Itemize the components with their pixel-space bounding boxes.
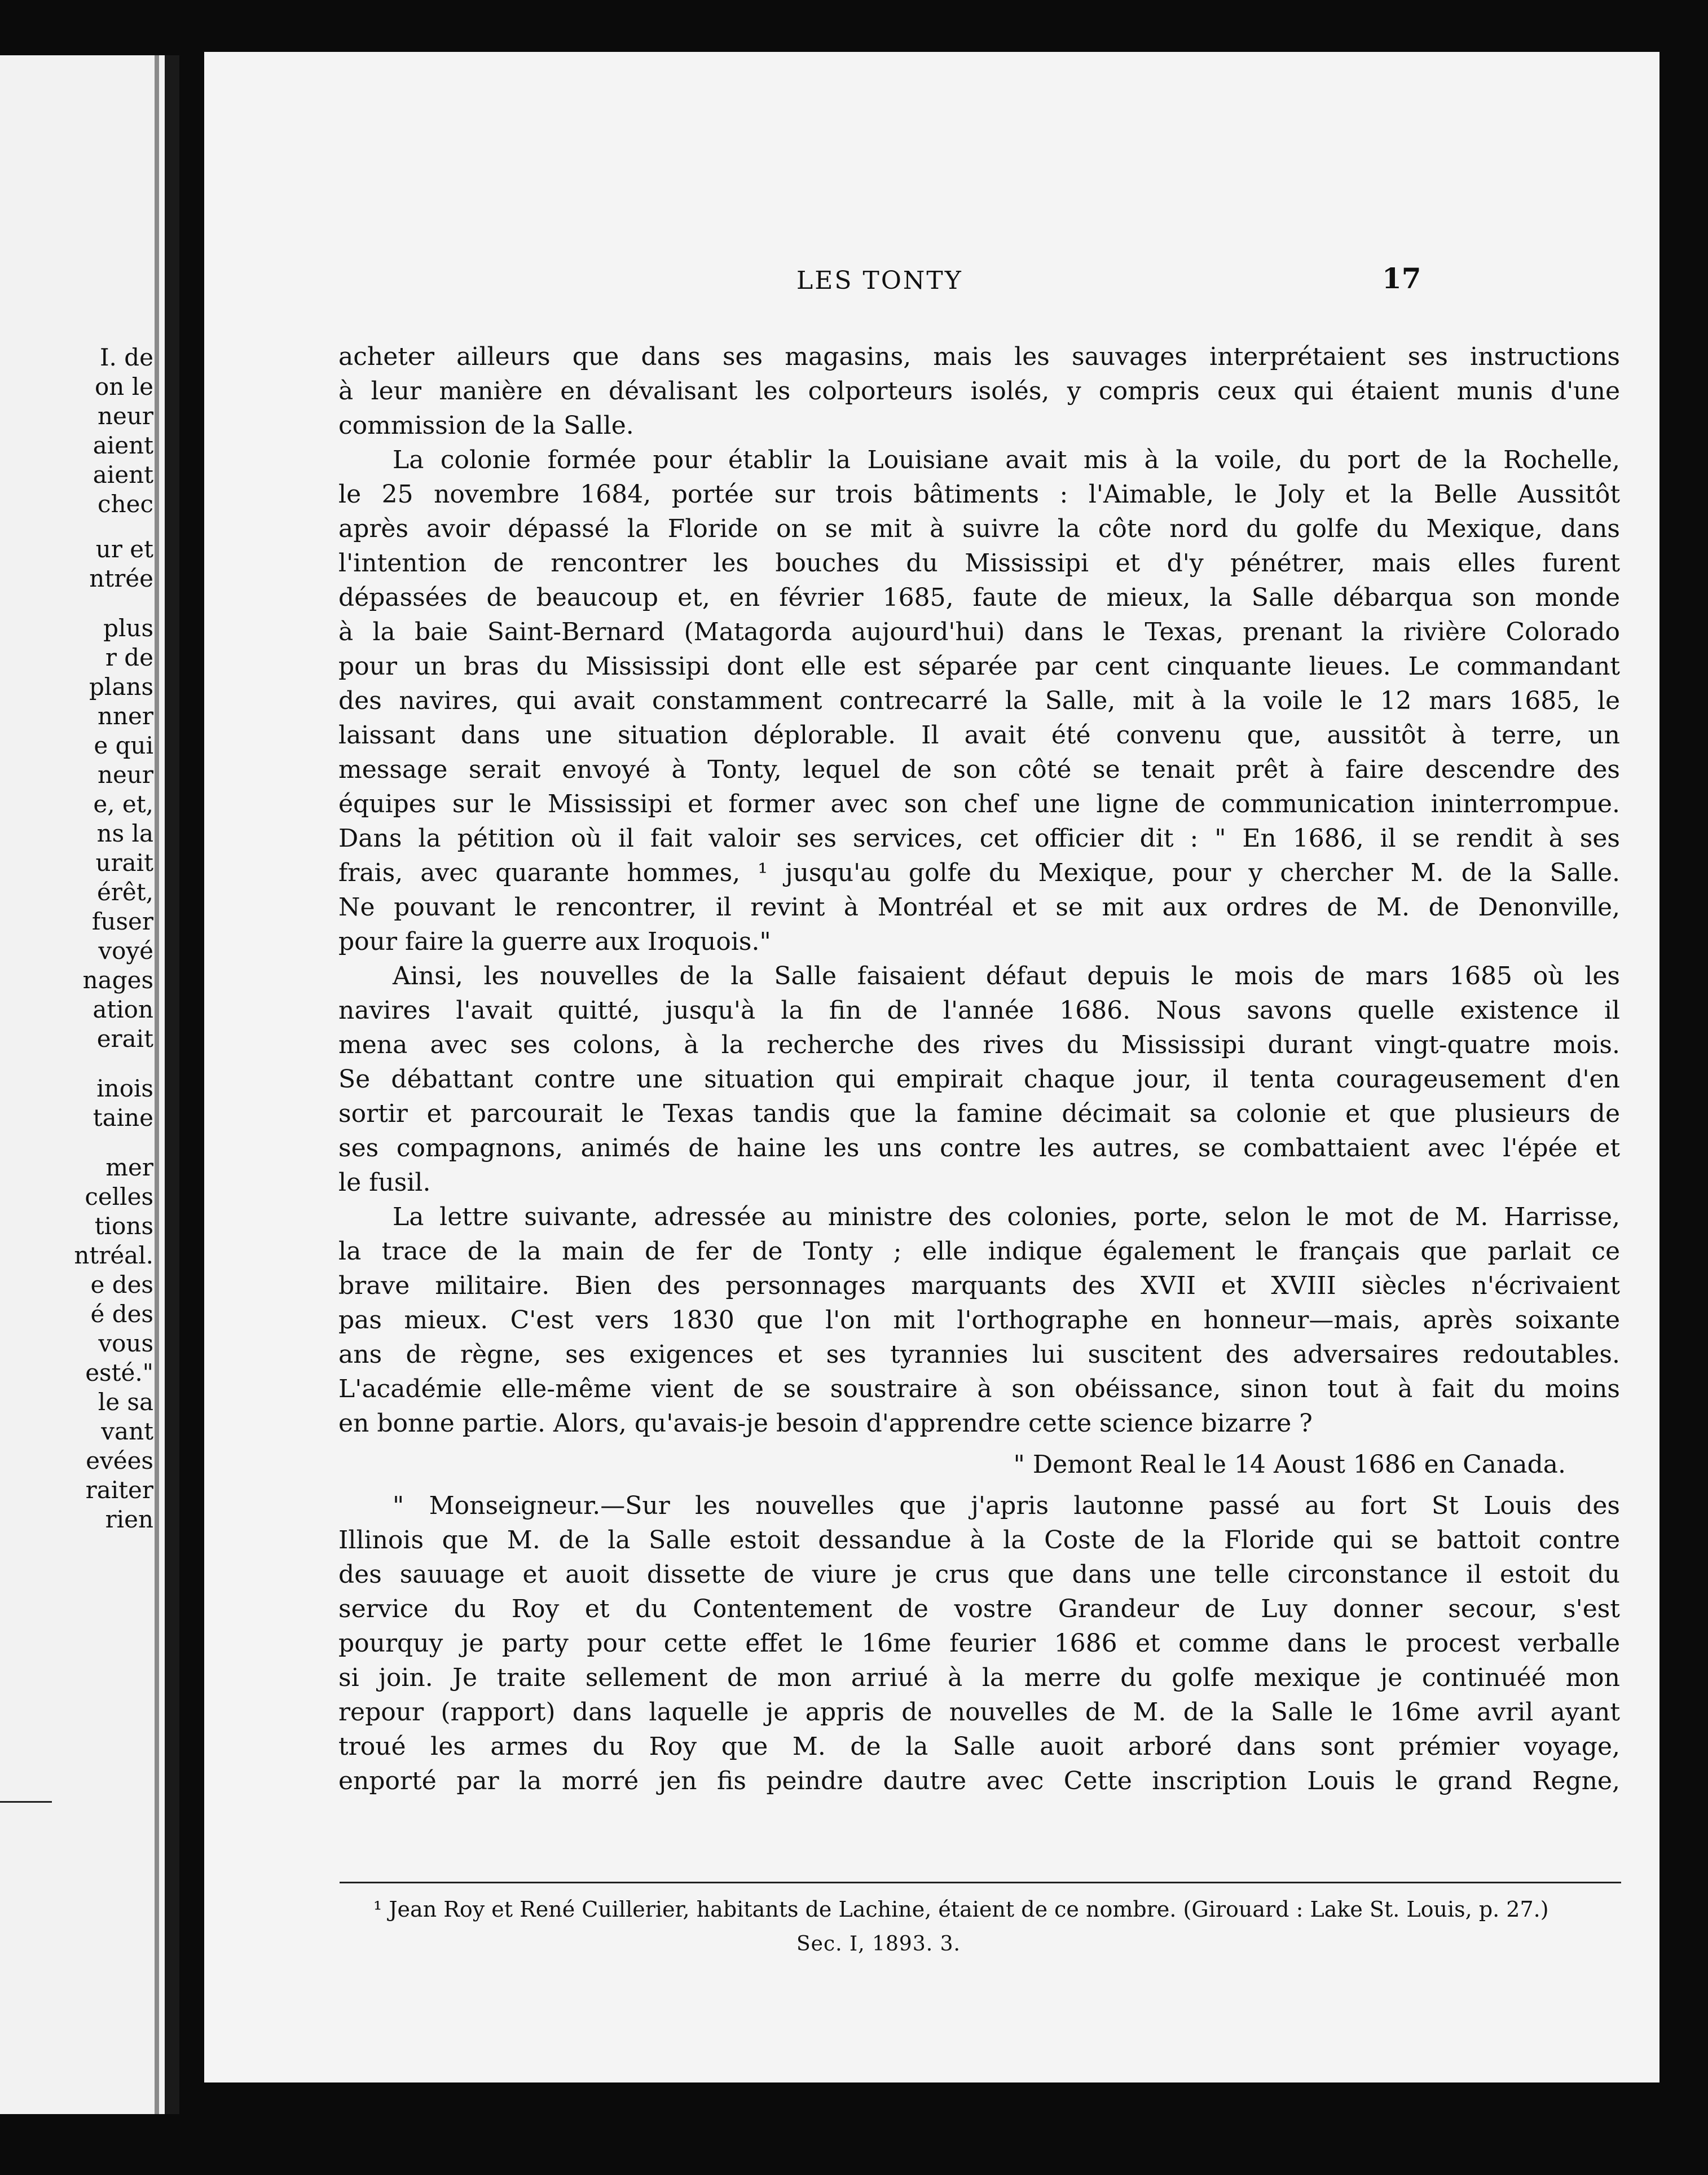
text-line: " Monseigneur.—Sur les nouvelles que j'apris lautonne passé au fort St Louis des	[393, 1491, 1620, 1520]
text-line: troué les armes du Roy que M. de la Salle auoit arboré dans sont prémier voyage,	[338, 1732, 1620, 1761]
facing-text-line: inois	[96, 1075, 153, 1102]
book-page	[204, 52, 1659, 2082]
facing-text-line: érêt,	[96, 878, 153, 906]
running-head: LES TONTY	[796, 266, 963, 295]
facing-text-line: aient	[93, 461, 153, 488]
text-line: l'intention de rencontrer les bouches du Mississipi et d'y pénétrer, mais elles furent	[338, 549, 1620, 578]
text-line: navires l'avait quitté, jusqu'à la fin de l'année 1686. Nous savons quelle existence il	[338, 996, 1620, 1025]
text-line: dépassées de beaucoup et, en février 1685, faute de mieux, la Salle débarqua son monde	[338, 583, 1620, 612]
text-line: pour un bras du Mississipi dont elle est séparée par cent cinquante lieues. Le commandant	[338, 652, 1620, 681]
facing-text-line: vant	[101, 1417, 153, 1445]
facing-text-line: chec	[98, 490, 153, 518]
text-line: la trace de la main de fer de Tonty ; elle indique également le français que parlait ce	[338, 1237, 1620, 1266]
facing-text-line: ns la	[96, 820, 153, 847]
text-line: ses compagnons, animés de haine les uns contre les autres, se combattaient avec l'épée et	[338, 1134, 1620, 1163]
page-number: 17	[1382, 262, 1421, 295]
facing-text-line: le sa	[98, 1388, 153, 1416]
text-line: La lettre suivante, adressée au ministre des colonies, porte, selon le mot de M. Harrisse,	[393, 1203, 1620, 1231]
text-line: frais, avec quarante hommes, ¹ jusqu'au golfe du Mexique, pour y chercher M. de la Salle.	[338, 858, 1620, 887]
facing-text-line: ur et	[95, 535, 153, 563]
footnote: ¹ Jean Roy et René Cuillerier, habitants de Lachine, étaient de ce nombre. (Girouard : Lake St. Louis, p. 27.)	[373, 1897, 1549, 1922]
facing-text-line: neur	[97, 761, 153, 789]
text-line: La colonie formée pour établir la Louisiane avait mis à la voile, du port de la Rochelle,	[393, 446, 1620, 474]
footnote-rule	[340, 1882, 1621, 1883]
facing-text-line: ntréal.	[74, 1241, 153, 1269]
text-line: équipes sur le Mississipi et former avec son chef une ligne de communication ininterrompue.	[338, 790, 1620, 818]
facing-text-line: evées	[86, 1447, 153, 1474]
text-line: message serait envoyé à Tonty, lequel de son côté se tenait prêt à faire descendre des	[338, 755, 1620, 784]
text-line: brave militaire. Bien des personnages marquants des XVII et XVIII siècles n'écrivaient	[338, 1271, 1620, 1300]
text-line: commission de la Salle.	[338, 411, 634, 440]
facing-text-line: e des	[90, 1271, 153, 1298]
text-line: repour (rapport) dans laquelle je appris de nouvelles de M. de la Salle le 16me avril ayant	[338, 1698, 1620, 1727]
facing-text-line: erait	[96, 1025, 153, 1053]
facing-text-line: r de	[105, 644, 153, 671]
text-line: après avoir dépassé la Floride on se mit à suivre la côte nord du golfe du Mexique, dans	[338, 514, 1620, 543]
text-line: ans de règne, ses exigences et ses tyrannies lui suscitent des adversaires redoutables.	[338, 1340, 1620, 1369]
text-line: sortir et parcourait le Texas tandis que la famine décimait sa colonie et que plusieurs de	[338, 1099, 1620, 1128]
facing-text-line: mer	[105, 1153, 153, 1181]
text-line: si join. Je traite sellement de mon arriué à la merre du golfe mexique je continuéé mon	[338, 1663, 1620, 1692]
text-line: laissant dans une situation déplorable. Il avait été convenu que, aussitôt à terre, un	[338, 721, 1620, 750]
facing-text-line: on le	[95, 373, 153, 400]
text-line: Se débattant contre une situation qui empirait chaque jour, il tenta courageusement d'en	[338, 1065, 1620, 1094]
facing-text-line: esté."	[85, 1359, 153, 1386]
facing-text-line: e qui	[94, 732, 153, 759]
text-line: à leur manière en dévalisant les colporteurs isolés, y compris ceux qui étaient munis d'une	[338, 377, 1620, 406]
facing-page	[0, 55, 179, 2114]
text-line: Illinois que M. de la Salle estoit dessandue à la Coste de la Floride qui se battoit contre	[338, 1526, 1620, 1555]
text-line: service du Roy et du Contentement de vostre Grandeur de Luy donner secour, s'est	[338, 1595, 1620, 1623]
text-line: pour faire la guerre aux Iroquois."	[338, 927, 771, 956]
facing-text-line: taine	[93, 1104, 153, 1131]
text-line: en bonne partie. Alors, qu'avais-je besoin d'apprendre cette science bizarre ?	[338, 1409, 1313, 1438]
facing-text-line: I. de	[99, 344, 153, 371]
facing-text-line: raiter	[85, 1476, 153, 1504]
text-line: acheter ailleurs que dans ses magasins, mais les sauvages interprétaient ses instructions	[338, 342, 1620, 371]
facing-footnote-rule	[0, 1801, 52, 1803]
text-line: mena avec ses colons, à la recherche des rives du Mississipi durant vingt-quatre mois.	[338, 1031, 1620, 1059]
facing-text-line: rien	[105, 1505, 153, 1533]
facing-text-line: nner	[97, 702, 153, 730]
text-line: le fusil.	[338, 1168, 431, 1197]
page-fold-shadow	[155, 55, 159, 2114]
book-gutter	[165, 55, 179, 2114]
text-line: à la baie Saint-Bernard (Matagorda aujourd'hui) dans le Texas, prenant la rivière Colorado	[338, 618, 1620, 646]
facing-text-line: neur	[97, 402, 153, 430]
text-line: pas mieux. C'est vers 1830 que l'on mit l'orthographe en honneur—mais, après soixante	[338, 1306, 1620, 1335]
letter-dateline: " Demont Real le 14 Aoust 1686 en Canada.	[1013, 1450, 1566, 1479]
facing-text-line: plus	[103, 614, 153, 642]
facing-text-line: celles	[85, 1183, 153, 1210]
facing-text-line: nages	[82, 966, 153, 994]
facing-text-line: tions	[94, 1212, 153, 1240]
facing-text-line: é des	[90, 1300, 153, 1328]
text-line: Ainsi, les nouvelles de la Salle faisaient défaut depuis le mois de mars 1685 où les	[393, 962, 1620, 990]
text-line: le 25 novembre 1684, portée sur trois bâtiments : l'Aimable, le Joly et la Belle Aussitôt	[338, 480, 1620, 509]
text-line: des sauuage et auoit dissette de viure je crus que dans une telle circonstance il estoit du	[338, 1560, 1620, 1589]
signature-mark: Sec. I, 1893. 3.	[796, 1932, 961, 1956]
facing-text-line: plans	[89, 673, 153, 701]
facing-text-line: vous	[98, 1329, 153, 1357]
facing-text-line: ntrée	[89, 565, 153, 592]
text-line: enporté par la morré jen fis peindre dautre avec Cette inscription Louis le grand Regne,	[338, 1767, 1620, 1795]
facing-text-line: voyé	[98, 937, 153, 965]
text-line: L'académie elle-même vient de se soustraire à son obéissance, sinon tout à fait du moins	[338, 1375, 1620, 1403]
body-text	[338, 340, 1620, 1798]
facing-text-line: e, et,	[93, 790, 153, 818]
text-line: Dans la pétition où il fait valoir ses services, cet officier dit : " En 1686, il se rendit à ses	[338, 824, 1620, 853]
text-line: Ne pouvant le rencontrer, il revint à Montréal et se mit aux ordres de M. de Denonville,	[338, 893, 1620, 922]
text-line: des navires, qui avait constamment contrecarré la Salle, mit à la voile le 12 mars 1685, le	[338, 686, 1620, 715]
facing-text-line: fuser	[91, 908, 153, 935]
facing-text-line: aient	[93, 432, 153, 459]
text-line: pourquy je party pour cette effet le 16me feurier 1686 et comme dans le procest verballe	[338, 1629, 1620, 1658]
facing-text-line: urait	[95, 849, 153, 877]
facing-text-line: ation	[93, 996, 153, 1023]
